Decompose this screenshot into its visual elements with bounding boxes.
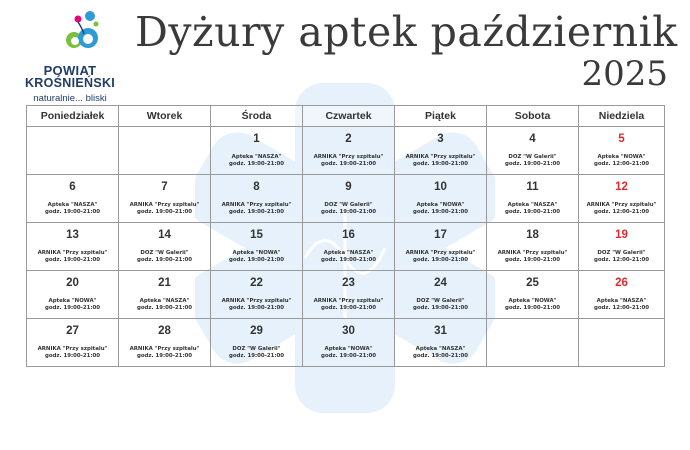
day-number: 15 (250, 229, 263, 241)
day-number: 23 (342, 277, 355, 289)
day-cell (579, 271, 665, 319)
day-number: 20 (66, 277, 79, 289)
duty-hours: godz. 12:00-21:00 (593, 161, 650, 167)
day-cell (395, 175, 487, 223)
pharmacy-name: Apteka "NASZA" (596, 298, 647, 304)
day-cell (579, 319, 665, 367)
duty-hours: godz. 19:00-21:00 (136, 353, 193, 359)
pharmacy-name: Apteka "NASZA" (47, 202, 98, 208)
duty-hours: godz. 19:00-21:00 (412, 305, 469, 311)
day-cell (579, 223, 665, 271)
pharmacy-name: Apteka "NOWA" (597, 154, 646, 160)
day-number: 4 (529, 133, 536, 145)
logo-text-powiat: POWIAT (43, 63, 97, 78)
pharmacy-name: DOZ "W Galerii" (232, 346, 281, 352)
duty-hours: godz. 12:00-21:00 (593, 209, 650, 215)
day-cell (119, 319, 211, 367)
pharmacy-name: Apteka "NOWA" (324, 346, 373, 352)
duty-hours: godz. 19:00-21:00 (228, 353, 285, 359)
weekday-header: Środa (211, 106, 303, 127)
pharmacy-name: DOZ "W Galerii" (416, 298, 465, 304)
duty-hours: godz. 19:00-21:00 (504, 161, 561, 167)
duty-hours: godz. 19:00-21:00 (136, 305, 193, 311)
day-cell (395, 271, 487, 319)
duty-hours: godz. 19:00-21:00 (44, 305, 101, 311)
duty-hours: godz. 19:00-21:00 (320, 209, 377, 215)
logo-text-krosnienski: KROŚNIEŃSKI (24, 76, 116, 90)
duty-hours: godz. 19:00-21:00 (136, 209, 193, 215)
week-row (27, 223, 665, 271)
pharmacy-name: ARNIKA "Przy szpitalu" (405, 154, 476, 160)
weekday-header: Poniedziałek (27, 106, 119, 127)
day-number: 11 (526, 181, 539, 193)
pharmacy-name: Apteka "NOWA" (48, 298, 97, 304)
day-cell (303, 271, 395, 319)
pharmacy-name: ARNIKA "Przy szpitalu" (405, 250, 476, 256)
duty-hours: godz. 19:00-21:00 (412, 257, 469, 263)
day-number: 18 (526, 229, 539, 241)
day-cell (27, 223, 119, 271)
day-cell (487, 175, 579, 223)
pharmacy-name: ARNIKA "Przy szpitalu" (313, 298, 384, 304)
day-number: 19 (615, 229, 628, 241)
duty-hours: godz. 19:00-21:00 (228, 257, 285, 263)
pharmacy-name: Apteka "NASZA" (231, 154, 282, 160)
day-cell (395, 319, 487, 367)
pharmacy-name: DOZ "W Galerii" (140, 250, 189, 256)
day-cell (211, 127, 303, 175)
duty-hours: godz. 19:00-21:00 (412, 209, 469, 215)
day-number: 25 (526, 277, 539, 289)
duty-hours: godz. 19:00-21:00 (504, 257, 561, 263)
pharmacy-name: Apteka "NASZA" (323, 250, 374, 256)
weekday-header: Niedziela (579, 106, 665, 127)
logo-tagline: naturalnie... bliski (33, 93, 107, 104)
day-number: 10 (434, 181, 447, 193)
duty-hours: godz. 19:00-21:00 (136, 257, 193, 263)
day-number: 16 (342, 229, 355, 241)
pharmacy-name: DOZ "W Galerii" (324, 202, 373, 208)
day-cell (487, 319, 579, 367)
duty-hours: godz. 19:00-21:00 (412, 161, 469, 167)
day-cell (395, 223, 487, 271)
weekday-header: Piątek (395, 106, 487, 127)
day-cell (211, 319, 303, 367)
day-number: 12 (615, 181, 628, 193)
day-cell (303, 175, 395, 223)
day-cell (27, 175, 119, 223)
pharmacy-name: DOZ "W Galerii" (508, 154, 557, 160)
day-cell (27, 271, 119, 319)
pharmacy-name: ARNIKA "Przy szpitalu" (129, 346, 200, 352)
week-row (27, 319, 665, 367)
day-number: 13 (66, 229, 79, 241)
day-number: 21 (158, 277, 171, 289)
duty-hours: godz. 19:00-21:00 (412, 353, 469, 359)
duty-hours: godz. 19:00-21:00 (228, 209, 285, 215)
day-cell (119, 223, 211, 271)
duty-hours: godz. 19:00-21:00 (44, 209, 101, 215)
pharmacy-name: ARNIKA "Przy szpitalu" (586, 202, 657, 208)
day-number: 24 (434, 277, 447, 289)
logo-emblem-icon (64, 10, 100, 58)
pharmacy-name: ARNIKA "Przy szpitalu" (221, 202, 292, 208)
day-cell (119, 175, 211, 223)
day-cell (579, 175, 665, 223)
page-title: Dyżury aptek październik (135, 8, 678, 56)
pharmacy-name: Apteka "NASZA" (507, 202, 558, 208)
pharmacy-name: Apteka "NOWA" (508, 298, 557, 304)
powiat-logo (18, 8, 130, 104)
pharmacy-name: Apteka "NASZA" (415, 346, 466, 352)
week-row (27, 175, 665, 223)
pharmacy-name: ARNIKA "Przy szpitalu" (37, 250, 108, 256)
pharmacy-name: ARNIKA "Przy szpitalu" (313, 154, 384, 160)
weekday-header: Czwartek (303, 106, 395, 127)
duty-hours: godz. 19:00-21:00 (320, 305, 377, 311)
day-number: 29 (250, 325, 263, 337)
page-year: 2025 (581, 54, 668, 94)
duty-hours: godz. 19:00-21:00 (44, 353, 101, 359)
day-number: 1 (253, 133, 260, 145)
day-number: 7 (161, 181, 168, 193)
day-number: 27 (66, 325, 79, 337)
day-cell (487, 271, 579, 319)
duty-hours: godz. 19:00-21:00 (320, 257, 377, 263)
duty-hours: godz. 19:00-21:00 (504, 209, 561, 215)
day-number: 17 (434, 229, 447, 241)
weekday-header-row (27, 106, 665, 127)
pharmacy-name: ARNIKA "Przy szpitalu" (129, 202, 200, 208)
pharmacy-name: DOZ "W Galerii" (597, 250, 646, 256)
day-number: 30 (342, 325, 355, 337)
day-number: 3 (437, 133, 444, 145)
day-number: 22 (250, 277, 263, 289)
day-cell (395, 127, 487, 175)
day-cell (579, 127, 665, 175)
duty-hours: godz. 12:00-21:00 (593, 305, 650, 311)
duty-hours: godz. 19:00-21:00 (44, 257, 101, 263)
duty-hours: godz. 19:00-21:00 (228, 305, 285, 311)
day-cell (303, 223, 395, 271)
day-cell (119, 271, 211, 319)
day-cell (487, 223, 579, 271)
day-number: 8 (253, 181, 260, 193)
duty-calendar-table (26, 105, 665, 367)
duty-hours: godz. 19:00-21:00 (504, 305, 561, 311)
pharmacy-name: Apteka "NASZA" (139, 298, 190, 304)
week-row (27, 271, 665, 319)
day-cell (303, 127, 395, 175)
duty-hours: godz. 12:00-21:00 (593, 257, 650, 263)
day-cell (303, 319, 395, 367)
day-number: 6 (69, 181, 76, 193)
duty-hours: godz. 19:00-21:00 (228, 161, 285, 167)
weekday-header: Sobota (487, 106, 579, 127)
day-number: 14 (158, 229, 171, 241)
day-number: 31 (434, 325, 447, 337)
duty-hours: godz. 19:00-21:00 (320, 353, 377, 359)
day-number: 28 (158, 325, 171, 337)
day-cell (487, 127, 579, 175)
day-cell (211, 223, 303, 271)
day-number: 2 (345, 133, 352, 145)
day-number: 5 (618, 133, 625, 145)
pharmacy-name: ARNIKA "Przy szpitalu" (221, 298, 292, 304)
weekday-header: Wtorek (119, 106, 211, 127)
pharmacy-name: Apteka "NOWA" (416, 202, 465, 208)
day-cell (27, 127, 119, 175)
day-cell (211, 175, 303, 223)
pharmacy-name: ARNIKA "Przy szpitalu" (37, 346, 108, 352)
day-number: 9 (345, 181, 352, 193)
pharmacy-name: Apteka "NOWA" (232, 250, 281, 256)
duty-hours: godz. 19:00-21:00 (320, 161, 377, 167)
pharmacy-name: ARNIKA "Przy szpitalu" (497, 250, 568, 256)
day-cell (119, 127, 211, 175)
day-cell (27, 319, 119, 367)
day-number: 26 (615, 277, 628, 289)
week-row (27, 127, 665, 175)
day-cell (211, 271, 303, 319)
